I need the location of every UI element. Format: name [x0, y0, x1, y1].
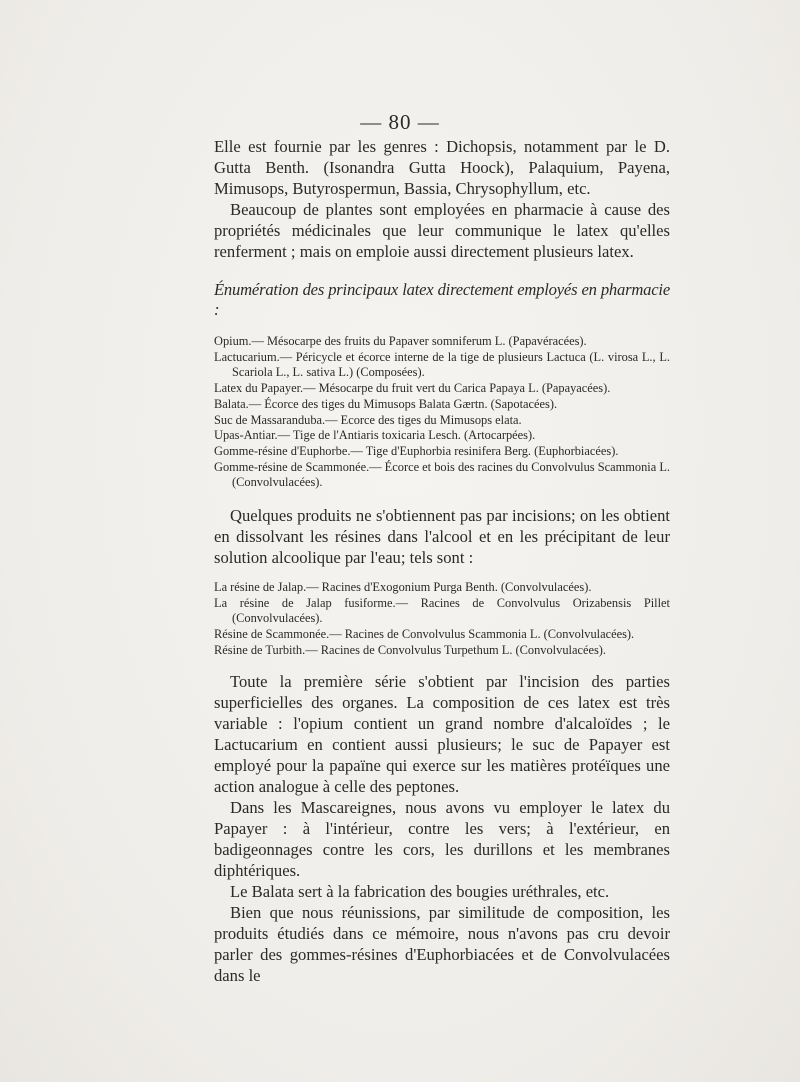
list-item: Opium.— Mésocarpe des fruits du Papaver somniferum L. (Papavéracées). — [214, 334, 587, 348]
intro-paragraph: Elle est fournie par les genres : Dichopsis, notamment par le D. Gutta Benth. (Isonandra Gutta Hoock), Palaquium, Payena, Mimusops, Butyrospermun, Bassia, Chrysophyllum, etc. — [214, 137, 670, 198]
list-item: La résine de Jalap fusiforme.— Racines de Convolvulus Orizabensis Pillet (Convolvulacées). — [214, 595, 670, 626]
resin-list — [214, 580, 670, 659]
list-item: La résine de Jalap.— Racines d'Exogonium Purga Benth. (Convolvulacées). — [214, 580, 592, 595]
text-column — [214, 136, 670, 986]
paragraph-mascareignes: Dans les Mascareignes, nous avons vu employer le latex du Papayer : à l'intérieur, contre les vers; à l'extérieur, en badigeonnages contre les cors, les durillons et les membranes diphtériques. — [214, 797, 670, 880]
list-item: Gomme-résine d'Euphorbe.— Tige d'Euphorbia resinifera Berg. (Euphorbiacées). — [214, 443, 619, 458]
list-item: Latex du Papayer.— Mésocarpe du fruit vert du Carica Papaya L. (Papayacées). — [214, 381, 611, 396]
list-item: Résine de Scammonée.— Racines de Convolvulus Scammonia L. (Convolvulacées). — [214, 627, 635, 642]
list-item: Gomme-résine de Scammonée.— Écorce et bois des racines du Convolvulus Scammonia L. (Convolvulacées). — [214, 459, 670, 490]
paragraph-balata: Le Balata sert à la fabrication des bougies uréthrales, etc. — [230, 881, 610, 901]
section-heading: Énumération des principaux latex directement employés en pharmacie : — [214, 280, 670, 319]
list-item: Upas-Antiar.— Tige de l'Antiaris toxicaria Lesch. (Artocarpées). — [214, 428, 536, 443]
paragraph-first-series: Toute la première série s'obtient par l'incision des parties superficielles des organes. La composition de ces latex est très variable : l'opium contient un grand nombre d'alcaloïdes ; le Lactucarium en contient aussi plusieurs; le suc de Papayer est employé pour la papaïne qui exerce sur les matières protéïques une action analogue à celle des peptones. — [214, 671, 670, 796]
list-item: Balata.— Écorce des tiges du Mimusops Balata Gærtn. (Sapotacées). — [214, 396, 558, 411]
paragraph-conclusion: Bien que nous réunissions, par similitude de composition, les produits étudiés dans ce mémoire, nous n'avons pas cru devoir parler des gommes-résines d'Euphorbiacées et de Convolvulacées dans le — [214, 902, 670, 985]
list-item: Lactucarium.— Péricycle et écorce interne de la tige de plusieurs Lactuca (L. virosa L., L. Scariola L., L. sativa L.) (Composées). — [214, 349, 670, 380]
page-number: — 80 — — [360, 110, 440, 134]
list-item: Suc de Massaranduba.— Ecorce des tiges du Mimusops elata. — [214, 412, 522, 427]
latex-list — [214, 334, 670, 491]
list-item: Résine de Turbith.— Racines de Convolvulus Turpethum L. (Convolvulacées). — [214, 642, 607, 657]
paragraph-resins: Quelques produits ne s'obtiennent pas par incisions; on les obtient en dissolvant les résines dans l'alcool et en les précipitant de leur solution alcoolique par l'eau; tels sont : — [214, 506, 670, 568]
paragraph-pharmacy-plants: Beaucoup de plantes sont employées en pharmacie à cause des propriétés médicinales que leur communique le latex qu'elles renferment ; mais on emploie aussi directement plusieurs latex. — [214, 200, 670, 261]
